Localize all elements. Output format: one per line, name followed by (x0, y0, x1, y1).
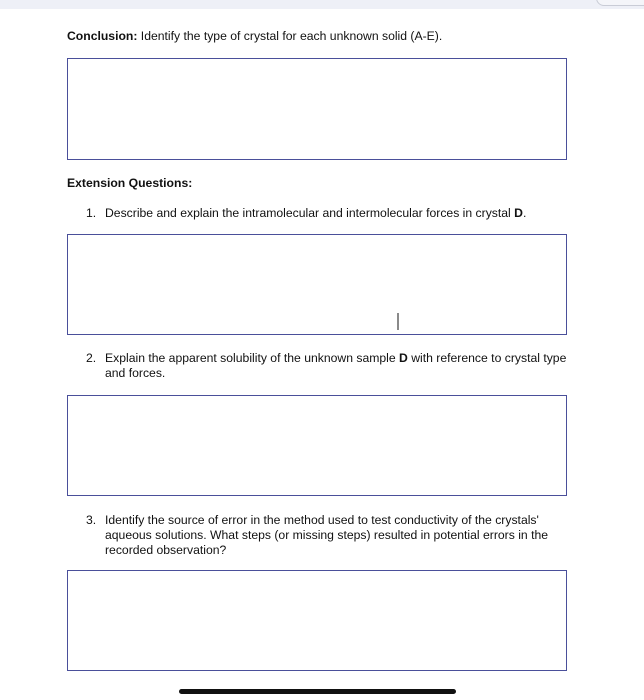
question-1-bold: D (514, 206, 523, 220)
home-indicator[interactable] (179, 689, 456, 694)
conclusion-line (67, 29, 442, 44)
extension-heading: Extension Questions: (67, 176, 193, 190)
top-toolbar-band (0, 0, 644, 9)
conclusion-label: Conclusion: (67, 29, 138, 43)
question-1-text-after: . (522, 206, 527, 220)
question-2-answer-box[interactable] (67, 395, 567, 496)
question-1-text-before: Describe and explain the intramolecular and intermolecular forces in crystal (105, 206, 515, 220)
question-2-text (105, 351, 580, 381)
toolbar-corner-control[interactable] (596, 0, 644, 6)
question-2-text-before: Explain the apparent solubility of the unknown sample (105, 351, 400, 365)
conclusion-prompt: Identify the type of crystal for each unknown solid (A-E). (137, 29, 443, 43)
question-3-text (105, 513, 580, 558)
question-3-answer-box[interactable] (67, 570, 567, 671)
question-2-text-after: with reference to crystal type and forces. (105, 351, 567, 380)
question-1-text (105, 206, 580, 221)
conclusion-answer-box[interactable] (67, 58, 567, 160)
text-cursor (397, 313, 399, 330)
question-3-number: 3. (86, 513, 97, 527)
question-1-number: 1. (86, 206, 97, 220)
question-2-number: 2. (86, 351, 97, 365)
question-2-bold: D (399, 351, 408, 365)
question-3-text-before: Identify the source of error in the method used to test conductivity of the crystals' aqueous solutions. What steps (or missing steps) resulted in potential errors in the recorded observation? (105, 513, 549, 557)
question-1-answer-box[interactable] (67, 234, 567, 335)
